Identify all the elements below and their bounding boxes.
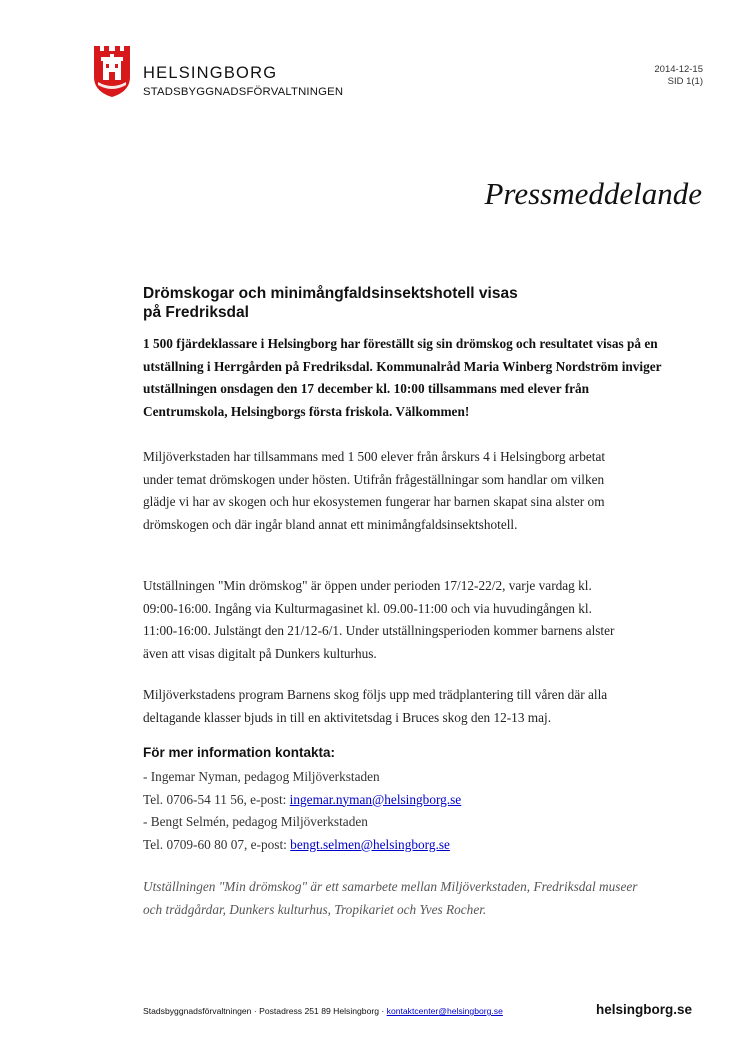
org-name: HELSINGBORG xyxy=(143,64,278,82)
contact-1-name: - Ingemar Nyman, pedagog Miljöverkstaden xyxy=(143,769,380,784)
closing-note: Utställningen "Min drömskog" är ett samarbete mellan Miljöverkstaden, Fredriksdal museer och trädgårdar, Dunkers kulturhus, Tropikariet och Yves Rocher. xyxy=(143,879,638,917)
footer-address xyxy=(143,1006,503,1016)
contact-1-email-link[interactable]: ingemar.nyman@helsingborg.se xyxy=(289,791,462,807)
contact-2-name: - Bengt Selmén, pedagog Miljöverkstaden xyxy=(143,814,368,829)
body-paragraph-3: Miljöverkstadens program Barnens skog följs upp med trädplantering till våren där alla deltagande klasser bjuds in till en aktivitetsdag i Bruces skog den 12-13 maj. xyxy=(143,687,608,725)
article-lead: 1 500 fjärdeklassare i Helsingborg har föreställt sig sin drömskog och resultatet visas på en utställning i Herrgården på Fredriksdal. Kommunalråd Maria Winberg Nordström inviger utställningen onsdagen den 17 december kl. 10:00 tillsammans med elever från Centrumskola, Helsingborgs första friskola. Välkommen! xyxy=(143,336,662,419)
headline-line-1: Drömskogar och minimångfaldsinsektshotell visas xyxy=(143,285,518,302)
footer-address-text: Stadsbyggnadsförvaltningen · Postadress 251 89 Helsingborg · xyxy=(143,1006,387,1016)
contact-1-details xyxy=(143,789,461,812)
headline-line-2: på Fredriksdal xyxy=(143,304,249,321)
contact-1-phone: Tel. 0706-54 11 56, e-post: xyxy=(143,791,290,807)
page-number: SID 1(1) xyxy=(667,76,703,87)
document-date: 2014-12-15 xyxy=(654,64,703,75)
document-meta xyxy=(654,64,703,88)
contact-list xyxy=(143,766,461,856)
body-paragraph-2: Utställningen "Min drömskog" är öppen under perioden 17/12-22/2, varje vardag kl. 09:00-16:00. Ingång via Kulturmagasinet kl. 09.00-11:00 och via huvudingången kl. 11:00-16:00. Julstängt den 21/12-6/1. Under utställningsperioden kommer barnens alster även att visas digitalt på Dunkers kulturhus. xyxy=(143,578,615,661)
contact-2-phone: Tel. 0709-60 80 07, e-post: xyxy=(143,836,291,852)
contact-heading: För mer information kontakta: xyxy=(143,745,336,760)
department-name: STADSBYGGNADSFÖRVALTNINGEN xyxy=(143,86,344,98)
contact-2-email-link[interactable]: bengt.selmen@helsingborg.se xyxy=(290,836,450,852)
body-paragraph-1: Miljöverkstaden har tillsammans med 1 500 elever från årskurs 4 i Helsingborg arbetat under temat drömskogen under hösten. Utifrån frågeställningar som handlar om vilken glädje vi har av skogen och hur ekosystemen fungerar har barnen skapat sina alster om drömskogen och där ingår bland annat ett minimångfaldsinsektshotell. xyxy=(143,449,606,532)
footer-website[interactable]: helsingborg.se xyxy=(595,1002,692,1017)
footer-email-link[interactable]: kontaktcenter@helsingborg.se xyxy=(386,1006,503,1016)
document-type-title: Pressmeddelande xyxy=(484,176,702,211)
article-headline xyxy=(143,284,573,322)
helsingborg-crest-logo xyxy=(93,44,131,98)
contact-2-details xyxy=(143,834,461,857)
